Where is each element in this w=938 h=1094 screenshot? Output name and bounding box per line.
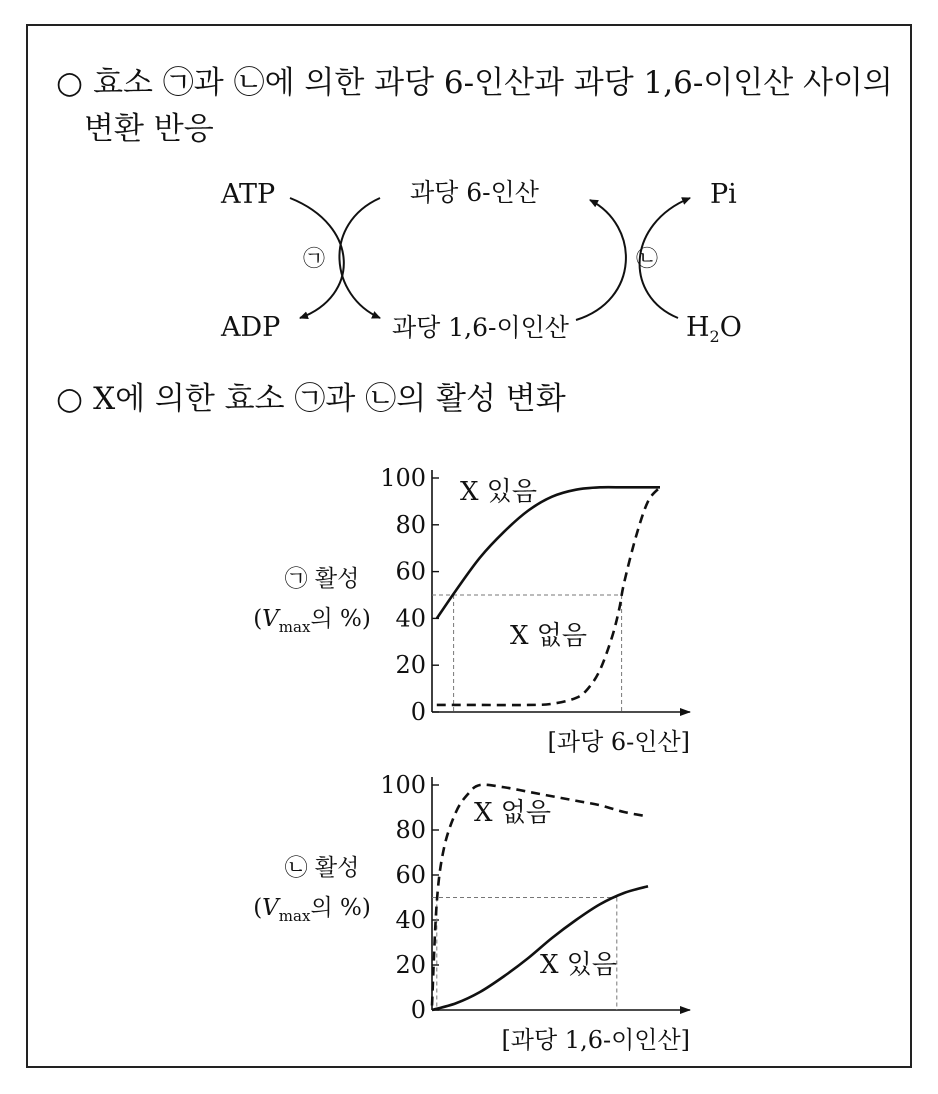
series-label: X 없음 <box>510 621 588 651</box>
section2-title: X에 의한 효소 ㉠과 ㉡의 활성 변화 <box>93 381 566 417</box>
x-axis-label: [과당 6-인산] <box>547 728 690 756</box>
y-tick-label: 20 <box>395 651 426 680</box>
enzyme-b-label: ㉡ <box>636 247 659 272</box>
y-tick-label: 100 <box>380 771 426 799</box>
atp-label: ATP <box>221 179 276 210</box>
h2o-label: $H_2O$ <box>686 312 742 346</box>
y-axis-label-line2: ($V_{max}$의 %) <box>253 895 371 925</box>
bullet-mark: ○ <box>56 381 84 417</box>
series-label: X 있음 <box>460 477 538 507</box>
enzyme-b-activity-chart <box>0 755 938 1055</box>
y-tick-label: 40 <box>395 906 426 934</box>
f6p-label: 과당 6-인산 <box>410 178 539 207</box>
section2-heading <box>56 376 566 422</box>
reaction-diagram <box>0 0 938 370</box>
series-label: X 없음 <box>474 798 552 828</box>
x-axis-label: [과당 1,6-이인산] <box>501 1026 690 1054</box>
series-label: X 있음 <box>540 950 618 980</box>
y-tick-label: 0 <box>410 698 426 726</box>
y-tick-label: 100 <box>380 464 426 492</box>
enzyme-a-label: ㉠ <box>303 247 326 272</box>
series-line-with-x <box>432 886 648 1010</box>
y-tick-label: 20 <box>395 951 426 979</box>
adp-label: ADP <box>221 312 281 343</box>
y-axis-label-line1: ㉡ 활성 <box>284 855 360 881</box>
y-tick-label: 0 <box>410 996 426 1024</box>
bullet-mark: ○ <box>56 65 84 101</box>
enzyme-a-activity-chart <box>0 440 938 756</box>
arrow-f16bp-to-f6p <box>576 200 626 320</box>
section1-title-line1: 효소 ㉠과 ㉡에 의한 과당 6-인산과 과당 1,6-이인산 사이의 <box>93 65 893 101</box>
f16bp-label: 과당 1,6-이인산 <box>392 313 569 342</box>
pi-label: Pi <box>710 179 737 210</box>
y-tick-label: 80 <box>395 816 426 844</box>
y-axis-label-line2: ($V_{max}$의 %) <box>253 606 371 636</box>
section1-title-line2: 변환 반응 <box>84 111 214 147</box>
y-tick-label: 60 <box>395 861 426 889</box>
y-tick-label: 60 <box>395 557 426 586</box>
y-axis-label-line1: ㉠ 활성 <box>284 566 360 592</box>
y-tick-label: 80 <box>395 510 426 539</box>
series-line-without-x <box>437 487 660 705</box>
y-tick-label: 40 <box>395 604 426 633</box>
arrow-f6p-to-f16bp <box>339 198 380 318</box>
